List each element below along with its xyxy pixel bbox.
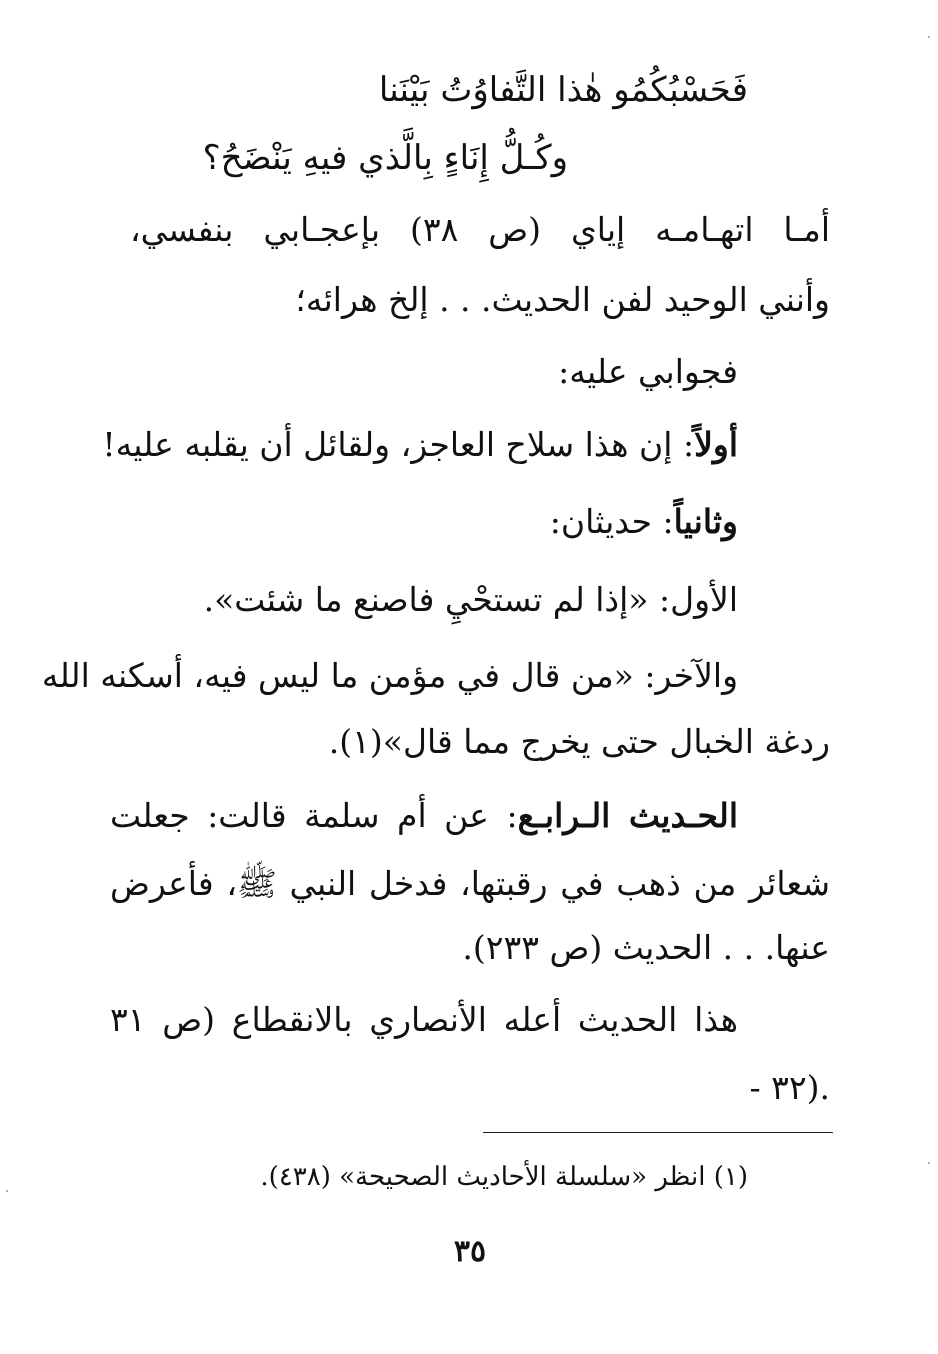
verse-line-2: وكُـلُّ إِنَاءٍ بِالَّذي فيهِ يَنْضَحُ؟ — [202, 138, 568, 178]
second-point — [238, 502, 738, 542]
page-number: ٣٥ — [453, 1234, 487, 1269]
verse-line-1: فَحَسْبُكُمُو هٰذا التَّفاوُتُ بَيْنَنا — [378, 70, 748, 110]
answer-intro: فجوابي عليه: — [558, 352, 738, 391]
paragraph-1-line-2: وأنني الوحيد لفن الحديث. . . إلخ هرائه؛ — [295, 280, 830, 319]
hadith-second-line-1: والآخر: «من قال في مؤمن ما ليس فيه، أسكنه الله — [41, 656, 738, 695]
hadith-first: الأول: «إذا لم تستحْيِ فاصنع ما شئت». — [203, 580, 738, 619]
scan-speck — [928, 36, 930, 38]
hadith-second-line-2: ردغة الخبال حتى يخرج مما قال»(١). — [328, 722, 830, 761]
fourth-hadith-line-2: شعائر من ذهب في رقبتها، فدخل النبي ﷺ، فأعرض — [110, 864, 830, 903]
scan-speck — [928, 1162, 930, 1164]
fourth-hadith-label: الحـديث الـرابـع — [517, 796, 738, 835]
first-point-label: أولاً — [694, 425, 738, 464]
illness-line-1: هذا الحديث أعله الأنصاري بالانقطاع (ص ٣١ — [110, 1000, 738, 1039]
fourth-hadith-line-1 — [110, 796, 738, 836]
first-point — [102, 425, 738, 465]
paragraph-1-line-1: أمـا اتهـامـه إياي (ص ٣٨) بإعجـابي بنفسي، — [130, 210, 831, 249]
footnote: (١) انظر «سلسلة الأحاديث الصحيحة» (٤٣٨). — [260, 1162, 748, 1192]
footnote-separator — [483, 1132, 833, 1133]
first-point-text: : إن هذا سلاح العاجز، ولقائل أن يقلبه عليه! — [102, 425, 695, 464]
second-point-label: وثانياً — [673, 502, 738, 541]
fourth-hadith-line-3: عنها. . . الحديث (ص ٢٣٣). — [462, 928, 830, 967]
fourth-hadith-line-1-text: : عن أم سلمة قالت: جعلت — [110, 796, 518, 835]
scan-speck — [6, 1190, 8, 1192]
second-point-text: : حديثان: — [549, 502, 674, 541]
illness-line-2: - ٣٢). — [749, 1068, 830, 1107]
